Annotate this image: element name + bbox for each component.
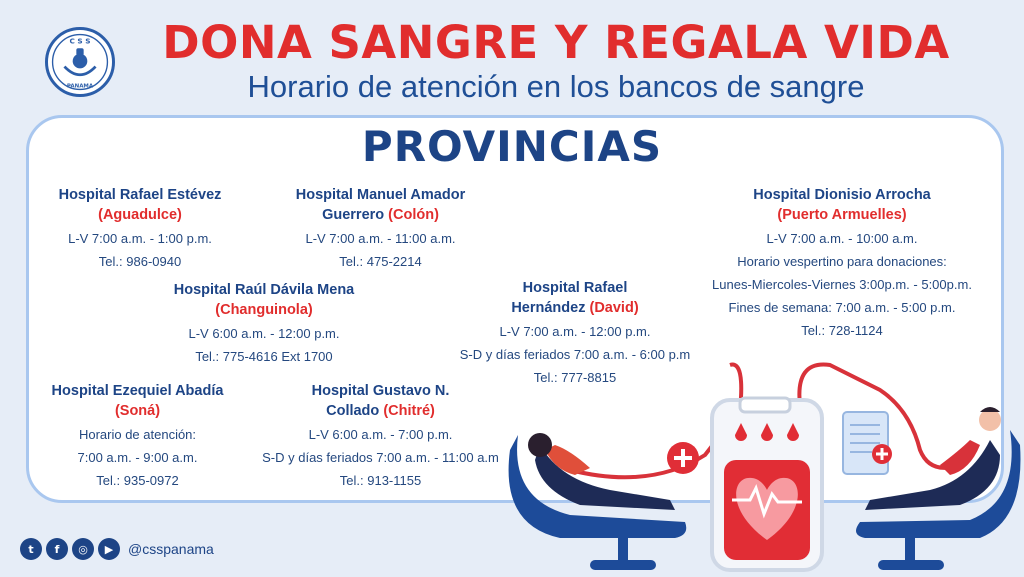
hospital-phone: Tel.: 775-4616 Ext 1700: [195, 349, 333, 364]
hospital-block: [692, 185, 992, 342]
hospital-location: (Aguadulce): [98, 207, 182, 223]
youtube-icon[interactable]: ▶: [98, 538, 120, 560]
hospital-phone: Tel.: 475-2214: [339, 254, 422, 269]
hospital-hours: L-V 7:00 a.m. - 1:00 p.m.: [68, 231, 212, 246]
hospital-hours: L-V 7:00 a.m. - 12:00 p.m.: [499, 324, 651, 339]
hospital-hours: S-D y días feriados 7:00 a.m. - 6:00 p.m: [459, 347, 691, 362]
hospital-hours: Fines de semana: 7:00 a.m. - 5:00 p.m.: [728, 300, 956, 315]
hospital-location: (David): [589, 300, 639, 316]
hospital-name: Hospital Dionisio Arrocha (Puerto Armuelles): [753, 187, 931, 223]
hospital-hours: 7:00 a.m. - 9:00 a.m.: [77, 450, 198, 465]
hospital-hours: L-V 6:00 a.m. - 7:00 p.m.: [308, 427, 453, 442]
css-logo-emblem: [48, 30, 112, 94]
hospital-phone: Tel.: 986-0940: [98, 254, 182, 269]
hospital-name: Hospital Rafael Hernández (David): [511, 280, 639, 316]
hospital-hours: L-V 7:00 a.m. - 11:00 a.m.: [305, 231, 456, 246]
hospital-note: Horario de atención:: [78, 427, 197, 442]
subtitle: Horario de atención en los bancos de sangre: [247, 69, 865, 104]
hospital-note: Horario vespertino para donaciones:: [737, 254, 947, 269]
hospital-name: Hospital Gustavo N. Collado (Chitré): [311, 383, 450, 419]
svg-text:PANAMA: PANAMA: [66, 83, 94, 90]
hospital-hours: L-V 6:00 a.m. - 12:00 p.m.: [188, 326, 340, 341]
hospital-location: (Chitré): [383, 403, 435, 419]
hospital-location: (Changuinola): [215, 302, 313, 318]
section-title: PROVINCIAS: [361, 122, 663, 171]
svg-text:C S S: C S S: [69, 36, 91, 46]
hospital-hours: L-V 7:00 a.m. - 10:00 a.m.: [766, 231, 918, 246]
hospital-phone: Tel.: 935-0972: [96, 473, 179, 488]
hospital-block: [278, 185, 483, 273]
social-bar: [20, 538, 214, 560]
hospital-name: Hospital Ezequiel Abadía (Soná): [51, 383, 224, 419]
hospital-block: [40, 185, 240, 273]
facebook-icon[interactable]: f: [46, 538, 68, 560]
hospital-name: Hospital Raúl Dávila Mena (Changuinola): [173, 282, 355, 318]
hospital-location: (Puerto Armuelles): [777, 207, 907, 223]
hospital-block: [150, 280, 378, 368]
hospital-phone: Tel.: 777-8815: [533, 370, 617, 385]
hospital-location: (Colón): [388, 207, 439, 223]
social-handle[interactable]: @csspanama: [128, 541, 214, 557]
hospital-hours: Lunes-Miercoles-Viernes 3:00p.m. - 5:00p.m.: [712, 277, 972, 292]
twitter-icon[interactable]: t: [20, 538, 42, 560]
hospital-hours: S-D y días feriados 7:00 a.m. - 11:00 a.m: [262, 450, 499, 465]
css-logo: [45, 27, 115, 97]
hospital-name: Hospital Rafael Estévez (Aguadulce): [58, 187, 222, 223]
main-title: DONA SANGRE Y REGALA VIDA: [162, 16, 950, 69]
hospital-name: Hospital Manuel Amador Guerrero (Colón): [295, 187, 466, 223]
blood-donation-illustration: [500, 350, 1024, 577]
hospital-location: (Soná): [114, 403, 161, 419]
hospital-phone: Tel.: 913-1155: [339, 473, 422, 488]
instagram-icon[interactable]: ◎: [72, 538, 94, 560]
hospital-phone: Tel.: 728-1124: [801, 323, 883, 338]
hospital-block: [45, 381, 230, 492]
hospital-block: [248, 381, 513, 492]
